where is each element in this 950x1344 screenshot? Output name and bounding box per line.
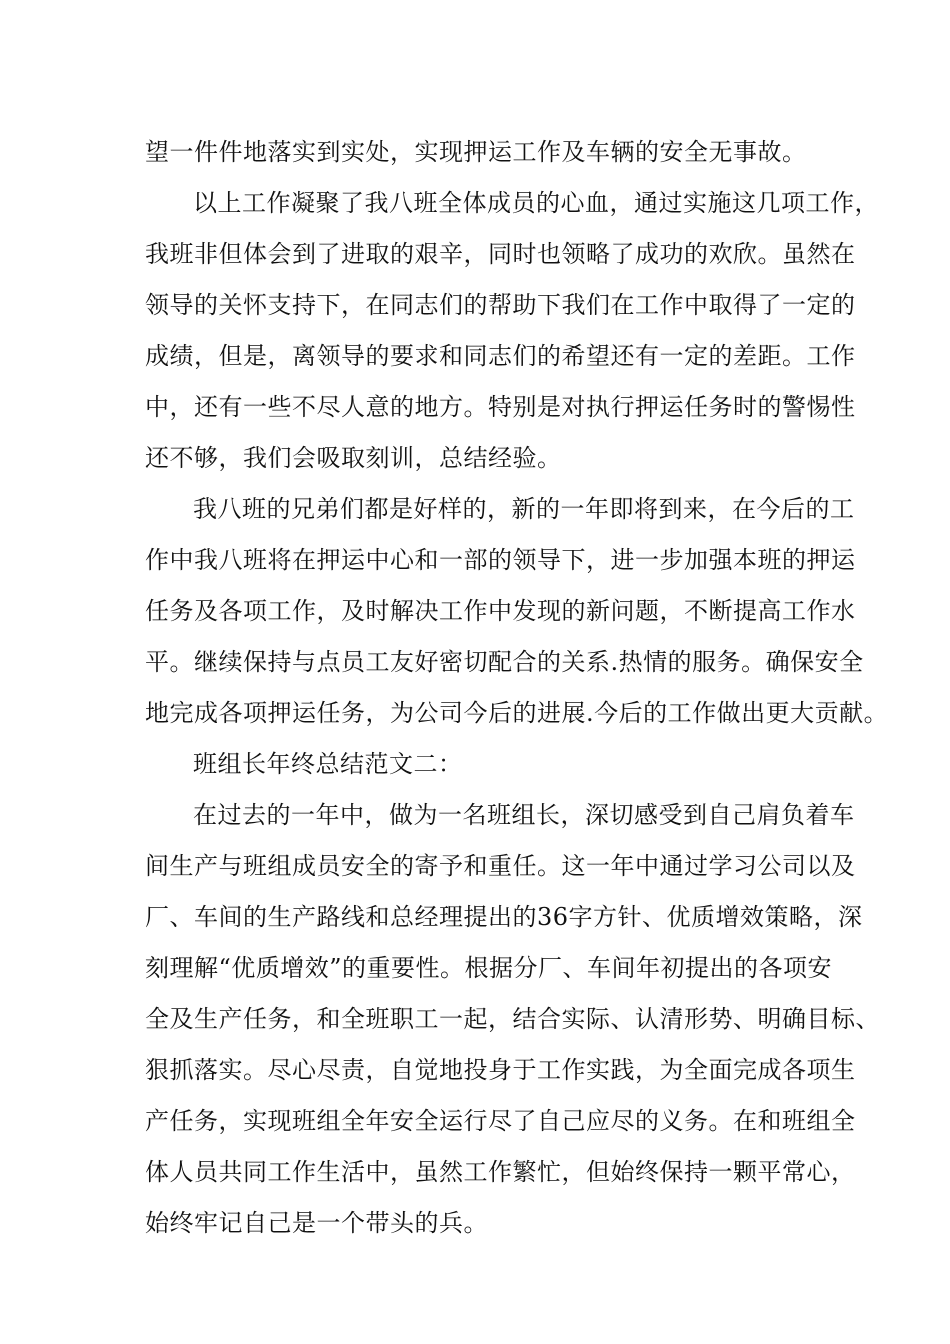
text-line: 刻理解“优质增效”的重要性。根据分厂、车间年初提出的各项安 (145, 954, 833, 982)
text-line: 始终牢记自己是一个带头的兵。 (145, 1209, 488, 1237)
text-line: 作中我八班将在押运中心和一部的领导下，进一步加强本班的押运 (145, 546, 856, 574)
text-line: 在过去的一年中，做为一名班组长，深切感受到自己肩负着车 (193, 801, 855, 829)
text-line: 全及生产任务，和全班职工一起，结合实际、认清形势、明确目标、 (145, 1005, 880, 1033)
text-line: 成绩，但是，离领导的要求和同志们的希望还有一定的差距。工作 (145, 342, 856, 370)
text-line: 任务及各项工作，及时解决工作中发现的新问题，不断提高工作水 (145, 597, 856, 625)
text-line: 体人员共同工作生活中，虽然工作繁忙，但始终保持一颗平常心， (145, 1158, 856, 1186)
text-line: 平。继续保持与点员工友好密切配合的关系.热情的服务。确保安全 (145, 648, 864, 676)
text-line: 厂、车间的生产路线和总经理提出的36字方针、优质增效策略，深 (145, 903, 863, 931)
text-line: 产任务，实现班组全年安全运行尽了自己应尽的义务。在和班组全 (145, 1107, 856, 1135)
text-line: 狠抓落实。尽心尽责，自觉地投身于工作实践，为全面完成各项生 (145, 1056, 856, 1084)
text-line: 我班非但体会到了进取的艰辛，同时也领略了成功的欢欣。虽然在 (145, 240, 856, 268)
text-line: 望一件件地落实到实处，实现押运工作及车辆的安全无事故。 (145, 138, 807, 166)
text-line: 间生产与班组成员安全的寄予和重任。这一年中通过学习公司以及 (145, 852, 856, 880)
text-line: 领导的关怀支持下，在同志们的帮助下我们在工作中取得了一定的 (145, 291, 856, 319)
text-line: 中，还有一些不尽人意的地方。特别是对执行押运任务时的警惕性 (145, 393, 856, 421)
text-line: 地完成各项押运任务，为公司今后的进展.今后的工作做出更大贡献。 (145, 699, 889, 727)
section-heading: 班组长年终总结范文二： (193, 750, 463, 778)
text-line: 我八班的兄弟们都是好样的，新的一年即将到来，在今后的工 (193, 495, 855, 523)
text-line: 以上工作凝聚了我八班全体成员的心血，通过实施这几项工作， (193, 189, 879, 217)
text-line: 还不够，我们会吸取刻训，总结经验。 (145, 444, 562, 472)
